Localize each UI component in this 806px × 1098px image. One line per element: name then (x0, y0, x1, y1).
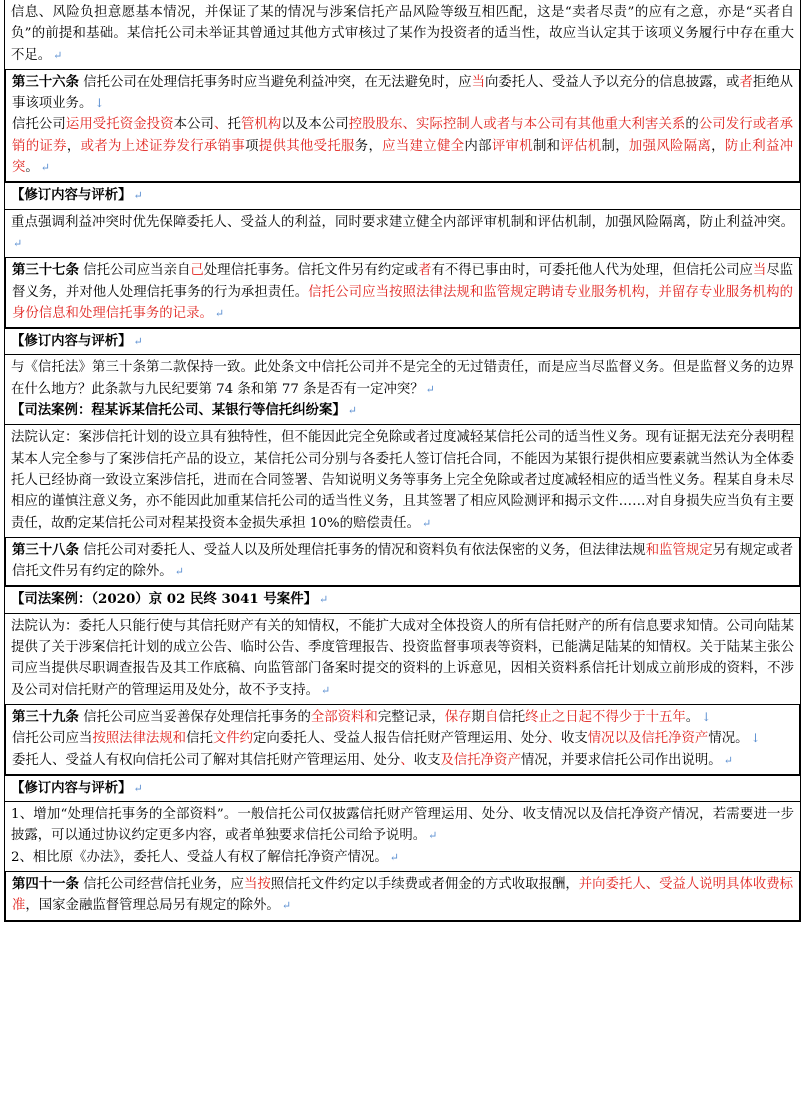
commentary-block (4, 0, 801, 70)
body-text: 信托 (498, 709, 526, 725)
revised-text: 者 (418, 263, 432, 279)
section-heading-block (4, 776, 801, 802)
body-text: 以及本公司 (281, 117, 349, 133)
revised-text: 全部资料和 (310, 709, 378, 725)
body-text: 法院认定：案涉信托计划的设立具有独特性，但不能因此完全免除或者过度减轻某信托公司的适当性义务。现有证据无法充分表明程某本人完全参与了案涉信托产品的设立，某信托公司分别与各委托人签订信托合同，不能因为某银行提供相应要素就当然认为全体委托人已经协商一致设立案涉信托，进而在合同签署、告知说明义务等事务上完全免除或者过度减轻相应的适当性义务。程某自身未尽相应的谨慎注意义务，亦不能因此加重某信托公司的适当性义务，且其签署了相应风险测评和揭示文件……对自身损失应当负有主要责任，故酌定某信托公司对程某投资本金损失承担 10%的赔偿责任。 (11, 430, 794, 531)
revised-text: 运用受托资金投资 (65, 117, 174, 133)
body-text: 定向委托人、受益人报告信托财产管理运用、处分 (253, 731, 548, 747)
paragraph-mark-icon: ↵ (40, 161, 50, 175)
revised-text: 、 (547, 731, 562, 747)
body-text: 另有规定或者信托文件另有约定的除外。 (12, 542, 794, 580)
body-text: 信托公司经营信托业务，应 (78, 876, 244, 892)
body-text: ， (711, 138, 725, 154)
commentary-block (4, 425, 801, 537)
bold-text: 【修订内容与评析】 (11, 779, 132, 796)
body-text: 委托人、受益人有权向信托公司了解对其信托财产管理运用、处分 (12, 752, 401, 768)
paragraph-mark-icon: ↵ (389, 850, 399, 864)
body-text: 收支 (561, 731, 588, 747)
article-block (4, 70, 801, 183)
revised-text: 评审机 (491, 138, 533, 154)
paragraph-mark-icon: ↵ (13, 236, 23, 250)
revised-text: 、 (214, 117, 228, 133)
revised-text: 防止利益冲突 (12, 138, 794, 176)
body-text: 1、增加“处理信托事务的全部资料”。一般信托公司仅披露信托财产管理运用、处分、收支情况以及信托净资产情况，若需要进一步披露，可以通过协议约定更多内容，或者单独要求信托公司给予说明。 (11, 807, 794, 844)
paragraph-mark-icon: ↵ (133, 781, 143, 795)
paragraph (11, 400, 794, 421)
body-text: 信托公司应当亲自 (78, 263, 191, 279)
body-text: ， (66, 138, 81, 154)
section-heading-block (4, 329, 801, 355)
body-text: 尽监督义务，并对他人处理信托事务的行为承担责任。 (12, 263, 794, 300)
paragraph (11, 804, 794, 847)
paragraph (11, 185, 794, 206)
revised-text: 者 (739, 74, 753, 90)
commentary-block (4, 614, 801, 705)
revised-text: 文件约 (212, 731, 254, 747)
commentary-block (4, 355, 801, 425)
paragraph (12, 874, 793, 917)
paragraph (11, 616, 794, 701)
paragraph (12, 707, 793, 728)
paragraph-mark-icon: ↵ (133, 189, 143, 203)
bold-text: 第三十六条 (12, 73, 79, 90)
paragraph (11, 331, 794, 352)
body-text: 托 (227, 117, 241, 133)
body-text: ，国家金融监督管理总局另有规定的除外。 (25, 898, 280, 914)
body-text: 信托公司应当妥善保存处理信托事务的 (78, 709, 311, 725)
paragraph-mark-icon: ↵ (723, 753, 733, 767)
body-text: 信托公司应当 (12, 731, 93, 747)
paragraph (11, 847, 794, 868)
revised-text: 、 (400, 752, 414, 768)
paragraph-mark-icon: ↵ (425, 382, 435, 396)
paragraph-mark-icon: ↵ (318, 593, 329, 607)
bold-text: 第三十八条 (12, 541, 79, 558)
paragraph (11, 212, 794, 255)
body-text: 与《信托法》第三十条第二款保持一致。此处条文中信托公司并不是完全的无过错责任，而是应当尽监督义务。但是监督义务的边界在什么地方？此条款与九民纪要第 74 条和第 77 条是否有一定冲突？ (11, 360, 794, 397)
body-text: 本公司 (173, 117, 215, 133)
document-page (4, 0, 801, 922)
body-text: 完整记录， (377, 709, 445, 725)
article-block (4, 705, 801, 776)
body-text: 信托公司对委托人、受益人以及所处理信托事务的情况和资料负有依法保密的义务，但法律法规 (78, 542, 646, 558)
body-text: 重点强调利益冲突时优先保障委托人、受益人的利益，同时要求建立健全内部评审机制和评估机制，加强风险隔离，防止利益冲突。 (11, 214, 794, 230)
paragraph-mark-icon: ↵ (53, 48, 63, 62)
paragraph-mark-icon: ↵ (347, 404, 357, 418)
revised-text: 管机构 (240, 117, 282, 133)
paragraph (12, 114, 793, 178)
revised-text: 当 (471, 74, 485, 90)
body-text: 项 (245, 138, 259, 154)
paragraph (12, 728, 793, 749)
body-text: 内部 (464, 138, 492, 154)
section-heading-block (4, 183, 801, 209)
paragraph (11, 427, 794, 533)
body-text: 。 (685, 709, 700, 725)
commentary-block (4, 802, 801, 872)
body-text: 2、相比原《办法》，委托人、受益人有权了解信托净资产情况。 (11, 849, 388, 865)
body-text: 信托公司 (12, 117, 66, 133)
body-text: 有不得已事由时，可委托他人代为处理，但信托公司应 (431, 263, 753, 279)
revised-text: 信托公司应当按照法律法规和监管规定聘请专业服务机构，并留存专业服务机构的身份信息和处理信托事务的记录。 (12, 284, 794, 321)
bold-text: 【修订内容与评析】 (11, 187, 132, 204)
revised-text: 己 (190, 263, 204, 279)
body-text: 收支 (413, 752, 441, 768)
paragraph-mark-icon: ↵ (214, 306, 225, 320)
paragraph (11, 2, 794, 66)
article-block (4, 258, 801, 329)
revised-text: 控股股东、实际控制人或者与本公司有其他重大利害关系 (348, 117, 686, 133)
bold-text: 第三十九条 (12, 708, 79, 725)
bold-text: 第三十七条 (12, 262, 79, 279)
paragraph (12, 72, 793, 115)
commentary-block (4, 210, 801, 259)
revised-text: 按照法律法规和 (92, 731, 187, 747)
revised-text: 自 (484, 709, 499, 725)
revised-text: 情况以及信托净资产 (587, 731, 709, 747)
body-text: 。 (25, 160, 39, 176)
paragraph-mark-icon: ↵ (133, 335, 143, 349)
body-text: 情况。 (708, 731, 749, 747)
revised-text: 当 (752, 263, 767, 279)
revised-text: 加强风险隔离 (628, 138, 712, 154)
bold-text: 【修订内容与评析】 (11, 333, 132, 350)
bold-text: 第四十一条 (12, 875, 79, 892)
paragraph-mark-icon: ↵ (281, 899, 292, 913)
article-block (4, 872, 801, 922)
revised-text: 终止之日起不得少于十五年 (525, 709, 686, 725)
section-heading-block (4, 587, 801, 613)
paragraph (11, 357, 794, 400)
body-text: 拒绝从事该项业务。 (12, 74, 794, 112)
revised-text: 应当建立健全 (382, 138, 465, 154)
revised-text: 提供其他受托服 (258, 138, 355, 154)
body-text: 务， (354, 138, 383, 154)
body-text: 照信托文件约定以手续费或者佣金的方式收取报酬， (270, 876, 579, 892)
body-text: 信托 (186, 731, 213, 747)
revised-text: 及信托净资产 (440, 752, 521, 768)
line-break-mark-icon: ↓ (701, 709, 712, 724)
revised-text: 并向委托人、受益人说明具体收费标准 (12, 876, 794, 914)
body-text: 期 (471, 709, 485, 725)
paragraph-mark-icon: ↵ (421, 516, 432, 530)
body-text: 情况，并要求信托公司作出说明。 (520, 752, 722, 768)
paragraph (11, 589, 794, 610)
bold-text: 【司法案例：（2020）京 02 民终 3041 号案件】 (11, 591, 317, 608)
revised-text: 当按 (243, 876, 271, 892)
paragraph (11, 778, 794, 799)
paragraph-mark-icon: ↵ (320, 683, 331, 697)
body-text: 信息、风险负担意愿基本情况，并保证了某的情况与涉案信托产品风险等级互相匹配，这是“卖者尽责”的应有之意，亦是“买者自负”的前提和基础。某信托公司未举证其曾通过其他方式审核过了某作为投资者的适当性，故应当认定其于该项义务履行中存在重大不足。 (11, 5, 794, 63)
paragraph (12, 750, 793, 771)
body-text: 制， (601, 138, 629, 154)
revised-text: 或者为上述证券发行承销事 (80, 138, 246, 154)
paragraph (12, 540, 793, 583)
line-break-mark-icon: ↓ (94, 96, 105, 111)
article-block (4, 538, 801, 588)
revised-text: 保存 (444, 709, 472, 725)
paragraph (12, 260, 793, 324)
bold-text: 【司法案例：程某诉某信托公司、某银行等信托纠纷案】 (11, 402, 346, 419)
line-break-mark-icon: ↓ (750, 731, 761, 746)
revised-text: 和监管规定 (645, 542, 713, 558)
paragraph-mark-icon: ↵ (428, 829, 438, 843)
body-text: 处理信托事务。信托文件另有约定或 (203, 263, 419, 279)
revised-text: 评估机 (560, 138, 602, 154)
revised-text: 公司发行或者承销的证券 (12, 117, 794, 154)
body-text: 制和 (532, 138, 561, 154)
body-text: 信托公司在处理信托事务时应当避免利益冲突，在无法避免时，应 (78, 74, 472, 90)
paragraph-mark-icon: ↵ (174, 565, 184, 579)
body-text: 向委托人、受益人予以充分的信息披露，或 (485, 74, 740, 90)
body-text: 的 (685, 117, 699, 133)
body-text: 法院认为：委托人只能行使与其信托财产有关的知情权，不能扩大成对全体投资人的所有信托财产的所有信息要求知情。公司向陆某提供了关于涉案信托计划的成立公告、临时公告、季度管理报告、投资监督事项表等资料，已能满足陆某的知情权。关于陆某主张公司应当提供尽职调查报告及其工作底稿、向监管部门备案时提交的资料的上诉意见，因相关资料系信托计划成立前形成的资料，不涉及公司对信托财产的管理运用及处分，故不予支持。 (11, 618, 794, 698)
